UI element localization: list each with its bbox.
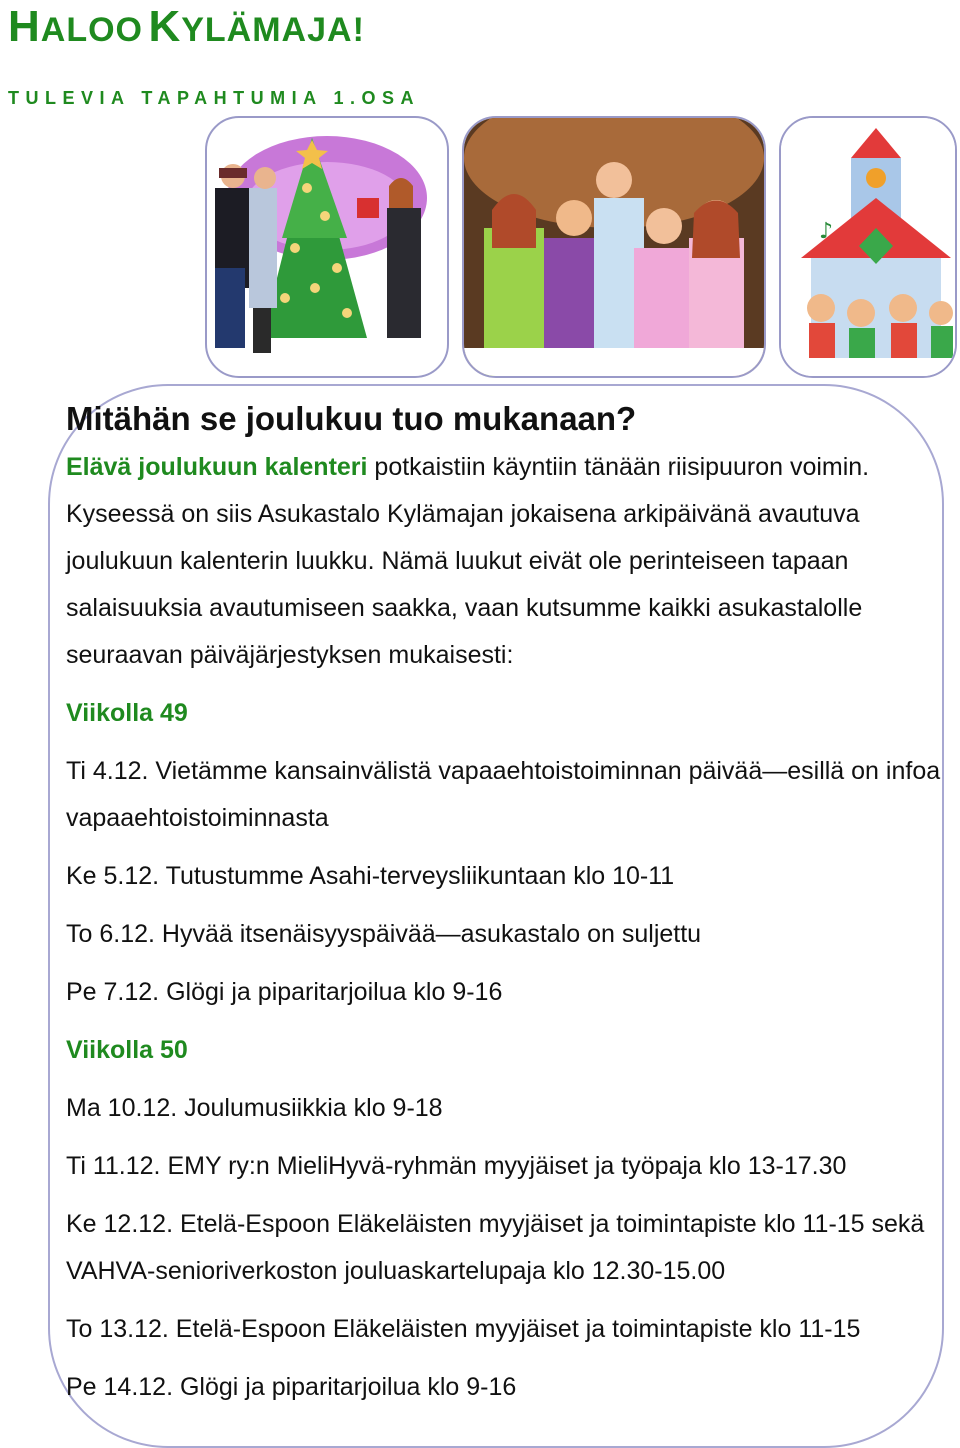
event-item: Pe 7.12. Glögi ja piparitarjoilua klo 9-16 xyxy=(66,978,503,1006)
church-children-singing-image xyxy=(779,116,957,378)
week-50-label: Viikolla 50 xyxy=(66,1036,188,1064)
title-letter-h: H xyxy=(8,2,41,51)
title-letter-k: K xyxy=(148,2,182,51)
title-word-ylamaja: YLÄMAJA! xyxy=(181,11,365,49)
article xyxy=(66,396,946,1411)
intro-highlight: Elävä joulukuun kalenteri xyxy=(66,453,368,481)
carolers-christmas-tree-image xyxy=(205,116,449,378)
event-item: Ke 12.12. Etelä-Espoon Eläkeläisten myyjäiset ja toimintapiste klo 11-15 sekä VAHVA-senioriverkoston jouluaskartelupaja klo 12.30-15.00 xyxy=(66,1210,925,1285)
title-word-aloo: ALOO xyxy=(40,11,143,49)
article-heading: Mitähän se joulukuu tuo mukanaan? xyxy=(66,400,637,437)
event-item: To 13.12. Etelä-Espoon Eläkeläisten myyjäiset ja toimintapiste klo 11-15 xyxy=(66,1315,861,1343)
event-item: To 6.12. Hyvää itsenäisyyspäivää—asukastalo on suljettu xyxy=(66,920,702,948)
week-49-label: Viikolla 49 xyxy=(66,699,188,727)
svg-text:♪: ♪ xyxy=(819,219,834,244)
event-item: Pe 14.12. Glögi ja piparitarjoilua klo 9-16 xyxy=(66,1373,517,1401)
event-item: Ke 5.12. Tutustumme Asahi-terveysliikuntaan klo 10-11 xyxy=(66,862,675,890)
event-item: Ti 11.12. EMY ry:n MieliHyvä-ryhmän myyjäiset ja työpaja klo 13-17.30 xyxy=(66,1152,847,1180)
event-item: Ma 10.12. Joulumusiikkia klo 9-18 xyxy=(66,1094,443,1122)
choir-singers-image xyxy=(462,116,766,378)
newsletter-subtitle: TULEVIA TAPAHTUMIA 1.OSA xyxy=(8,88,420,108)
intro-text: potkaistiin käyntiin tänään riisipuuron voimin. Kyseessä on siis Asukastalo Kylämajan jokaisena arkipäivänä avautuva joulukuun kalenterin luukku. Nämä luukut eivät ole perinteiseen tapaan salaisuuksia avautumiseen saakka, vaan kutsumme kaikki asukastalolle seuraavan päiväjärjestyksen mukaisesti: xyxy=(66,453,870,669)
newsletter-title xyxy=(8,2,365,52)
event-item: Ti 4.12. Vietämme kansainvälistä vapaaehtoistoiminnan päivää—esillä on infoa vapaaehtoistoiminnasta xyxy=(66,757,941,832)
intro-paragraph xyxy=(66,444,946,679)
